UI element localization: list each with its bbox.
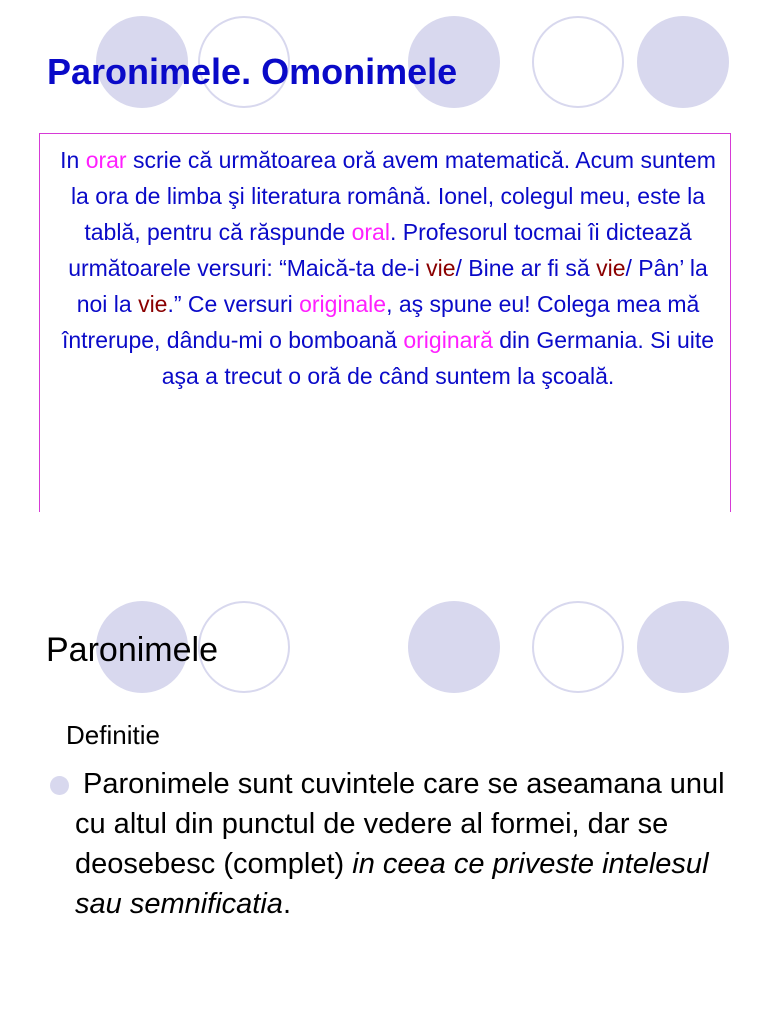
story-text-segment: din Germania. Si uite aşa a trecut o oră de când suntem la şcoală. bbox=[161, 327, 715, 389]
definition-label: Definitie bbox=[66, 720, 160, 750]
bullet-dot-icon bbox=[50, 776, 69, 795]
story-text-segment: , aş spune eu! Colega mea mă întrerupe, dându-mi o bomboană bbox=[61, 291, 700, 353]
highlight-word-oral: oral bbox=[351, 219, 390, 245]
definition-bullet-text bbox=[75, 764, 740, 924]
definition-italic-text: in ceea ce priveste intelesul sau semnificatia bbox=[75, 848, 709, 920]
story-text-segment: . Profesorul tocmai îi dictează următoarele versuri: “Maică-ta de-i bbox=[68, 219, 692, 281]
slide-title: Paronimele. Omonimele bbox=[47, 51, 458, 92]
definition-plain-text: Paronimele sunt cuvintele care se aseamana unul cu altul din punctul de vedere al formei, dar se deosebesc (complet) bbox=[75, 768, 725, 880]
section-heading: Paronimele bbox=[46, 631, 218, 669]
decorative-circle bbox=[532, 16, 624, 108]
highlight-word-vie: vie bbox=[138, 291, 168, 317]
highlight-word-originale: originale bbox=[299, 291, 387, 317]
slide-2 bbox=[0, 512, 768, 1024]
decorative-circle bbox=[637, 16, 729, 108]
story-text-segment: In bbox=[60, 147, 86, 173]
story-text-segment: / Pân’ la noi la bbox=[76, 255, 708, 317]
highlight-word-vie: vie bbox=[596, 255, 626, 281]
highlight-word-orar: orar bbox=[85, 147, 127, 173]
highlight-word-vie: vie bbox=[426, 255, 456, 281]
story-paragraph bbox=[54, 142, 722, 394]
story-text-segment: / Bine ar fi să bbox=[455, 255, 597, 281]
story-text-segment: scrie că următoarea oră avem matematică. Acum suntem la ora de limba şi literatura română. Ionel, colegul meu, este la tablă, pentru că răspunde bbox=[70, 147, 716, 245]
decorative-circle bbox=[408, 601, 500, 693]
highlight-word-originara: originară bbox=[403, 327, 493, 353]
story-text-box bbox=[39, 133, 731, 512]
decorative-circle bbox=[637, 601, 729, 693]
story-text-segment: .” Ce versuri bbox=[167, 291, 300, 317]
definition-end-text: . bbox=[282, 888, 291, 920]
decorative-circle bbox=[532, 601, 624, 693]
